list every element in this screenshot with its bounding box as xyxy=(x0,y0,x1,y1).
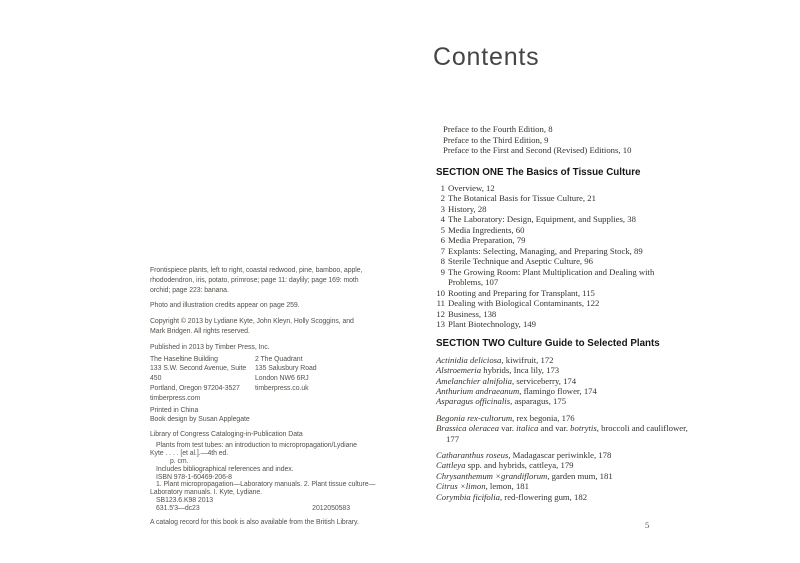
text-line: timberpress.co.uk xyxy=(255,384,309,392)
chapter-entry xyxy=(436,235,691,246)
chapter-number: 12 xyxy=(436,308,445,319)
species-common-name: , Madagascar periwinkle, 178 xyxy=(508,450,612,461)
text-line: Preface to the First and Second (Revised) Editions, 10 xyxy=(443,145,632,156)
chapter-title: Rooting and Preparing for Transplant, 115 xyxy=(448,287,595,298)
species-entry xyxy=(436,355,691,365)
loc-line-text: p. cm. xyxy=(170,457,189,465)
publisher-address-uk xyxy=(255,355,317,404)
loc-line xyxy=(150,481,376,489)
species-common-name: , kiwifruit, 172 xyxy=(501,354,554,365)
chapter-title: The Growing Room: Plant Multiplication and Dealing with Problems, 107 xyxy=(448,266,655,288)
species-latin-name: italica xyxy=(516,423,539,434)
species-latin-name: Chrysanthemum ×grandiflorum xyxy=(436,470,548,481)
text-line: 135 Salusbury Road xyxy=(255,365,317,373)
chapter-number: 2 xyxy=(440,193,445,204)
chapter-number: 10 xyxy=(436,287,445,298)
chapter-title: Business, 138 xyxy=(448,308,497,319)
chapter-number: 1 xyxy=(440,182,445,193)
text-line: London NW6 6RJ xyxy=(255,375,309,383)
chapter-entry xyxy=(436,298,691,309)
loc-line xyxy=(150,466,366,474)
species-common-name: , broccoli and cauliflower, 177 xyxy=(446,423,688,444)
section-one-heading: SECTION ONE The Basics of Tissue Culture xyxy=(436,166,641,178)
published-line: Published in 2013 by Timber Press, Inc. xyxy=(150,343,270,351)
species-latin-name: Begonia rex-cultorum xyxy=(436,412,513,423)
species-latin-name: botrytis xyxy=(570,423,597,434)
chapter-entry xyxy=(436,193,691,204)
species-latin-name: Brassica oleracea xyxy=(436,423,499,434)
loc-cataloging-data xyxy=(150,441,376,513)
chapter-title: Media Preparation, 79 xyxy=(448,235,526,246)
text-line: 133 S.W. Second Avenue, Suite 450 xyxy=(150,365,247,383)
species-common-name: , lemon, 181 xyxy=(485,481,529,492)
table-of-contents xyxy=(436,124,691,508)
species-entry xyxy=(436,471,691,481)
species-latin-name: Cattleya xyxy=(436,460,466,471)
species-entry xyxy=(436,460,691,470)
loc-control-number: 2012050583 xyxy=(312,505,350,513)
species-latin-name: Alstroemeria xyxy=(436,365,482,376)
species-entry xyxy=(436,450,691,460)
chapter-entry xyxy=(436,225,691,236)
loc-line-text: Kyte . . . . [et al.].—4th ed. xyxy=(150,449,229,457)
chapter-number: 9 xyxy=(440,266,445,277)
species-latin-name: Catharanthus roseus xyxy=(436,450,509,461)
chapter-title: The Botanical Basis for Tissue Culture, 21 xyxy=(448,193,596,204)
chapter-number: 8 xyxy=(440,256,445,267)
chapter-entry xyxy=(436,204,691,215)
chapter-title: Dealing with Biological Contaminants, 122 xyxy=(448,298,600,309)
species-group xyxy=(436,450,691,502)
section-one-chapters xyxy=(436,183,691,330)
species-latin-name: Citrus ×limon xyxy=(436,481,486,492)
species-latin-name: Corymbia ficifolia xyxy=(436,491,500,502)
loc-line-text: Includes bibliographical references and index. xyxy=(156,465,294,473)
copyright-line: Copyright © 2013 by Lydiane Kyte, John Kleyn, Holly Scoggins, and Mark Bridgen. All rights reserved. xyxy=(150,318,354,335)
chapter-title: Overview, 12 xyxy=(448,182,495,193)
species-common-name: , asparagus, 175 xyxy=(510,396,567,407)
chapter-number: 5 xyxy=(440,224,445,235)
printed-line: Printed in China xyxy=(150,406,199,414)
chapter-number: 13 xyxy=(436,319,445,330)
loc-line xyxy=(150,489,366,497)
chapter-entry xyxy=(436,309,691,320)
chapter-entry xyxy=(436,246,691,257)
colophon-page xyxy=(150,266,376,528)
species-entry xyxy=(436,481,691,491)
design-line: Book design by Susan Applegate xyxy=(150,416,250,424)
frontispiece-note: Frontispiece plants, left to right, coastal redwood, pine, bamboo, apple, rhododendron, iris, potato, primrose; page 11: daylily; page 169: moth orchid; page 223: banana. xyxy=(150,267,363,294)
species-common-name: spp. and hybrids, cattleya, 179 xyxy=(465,460,574,471)
species-entry xyxy=(436,386,691,396)
chapter-entry xyxy=(436,183,691,194)
text-line: Preface to the Fourth Edition, 8 xyxy=(443,124,553,134)
chapter-entry xyxy=(436,319,691,330)
loc-line-text: Laboratory manuals. I. Kyte, Lydiane. xyxy=(150,489,263,497)
species-entry xyxy=(436,413,691,423)
species-common-name: , red-flowering gum, 182 xyxy=(499,491,588,502)
species-latin-name: Anthurium andraeanum xyxy=(436,386,520,396)
loc-line xyxy=(150,474,366,482)
chapter-number: 3 xyxy=(440,203,445,214)
section-two-entries xyxy=(436,355,691,502)
chapter-entry xyxy=(436,288,691,299)
loc-line-text: SB123.6.K98 2013 xyxy=(156,497,214,505)
loc-line xyxy=(150,505,366,513)
loc-line-text: ISBN 978-1-60469-206-8 xyxy=(156,473,232,481)
loc-line-text: 1. Plant micropropagation—Laboratory manuals. 2. Plant tissue culture— xyxy=(156,481,376,489)
species-common-name: , rex begonia, 176 xyxy=(512,412,575,423)
british-library-line: A catalog record for this book is also available from the British Library. xyxy=(150,519,359,527)
chapter-title: Sterile Technique and Aseptic Culture, 96 xyxy=(448,256,593,267)
species-common-name: var. xyxy=(498,423,517,434)
page-title: Contents xyxy=(433,43,540,71)
chapter-title: The Laboratory: Design, Equipment, and Supplies, 38 xyxy=(448,214,636,225)
publisher-addresses xyxy=(150,355,366,404)
species-common-name: , serviceberry, 174 xyxy=(512,375,577,386)
text-line: timberpress.com xyxy=(150,394,201,402)
species-common-name: , garden mum, 181 xyxy=(547,470,613,481)
chapter-title: Explants: Selecting, Managing, and Preparing Stock, 89 xyxy=(448,245,643,256)
credits-note: Photo and illustration credits appear on page 259. xyxy=(150,302,300,310)
chapter-title: Media Ingredients, 60 xyxy=(448,224,525,235)
chapter-number: 6 xyxy=(440,235,445,246)
species-group xyxy=(436,355,691,407)
loc-line-text: 631.5'3—dc23 xyxy=(156,505,200,513)
chapter-number: 7 xyxy=(440,245,445,256)
species-latin-name: Amelanchier alnifolia xyxy=(436,375,513,386)
species-common-name: and var. xyxy=(538,423,571,434)
loc-line-text: Plants from test tubes: an introduction to micropropagation/Lydiane xyxy=(156,441,357,449)
chapter-entry xyxy=(436,214,691,225)
loc-line xyxy=(150,497,366,505)
species-common-name: hybrids, Inca lily, 173 xyxy=(481,365,560,376)
species-group xyxy=(436,413,691,444)
chapter-title: Plant Biotechnology, 149 xyxy=(448,319,536,330)
loc-line xyxy=(150,442,366,450)
species-entry xyxy=(436,492,691,502)
text-line: The Haseltine Building xyxy=(150,355,218,363)
chapter-entry xyxy=(436,267,691,288)
species-entry xyxy=(436,396,691,406)
text-line: 2 The Quadrant xyxy=(255,355,303,363)
species-latin-name: Actinidia deliciosa xyxy=(436,354,502,365)
species-entry xyxy=(436,365,691,375)
text-line: Portland, Oregon 97204-3527 xyxy=(150,384,240,392)
chapter-entry xyxy=(436,256,691,267)
page-number: 5 xyxy=(645,520,650,530)
species-latin-name: Asparagus officinalis xyxy=(436,396,511,407)
text-line: Preface to the Third Edition, 9 xyxy=(443,134,549,145)
loc-line xyxy=(150,450,366,458)
species-common-name: , flamingo flower, 174 xyxy=(519,386,597,396)
species-entry xyxy=(436,423,691,444)
loc-heading: Library of Congress Cataloging-in-Publication Data xyxy=(150,431,303,439)
chapter-number: 4 xyxy=(440,214,445,225)
publisher-address-us xyxy=(150,355,255,404)
loc-line xyxy=(150,458,366,466)
chapter-title: History, 28 xyxy=(448,203,487,214)
section-two-heading: SECTION TWO Culture Guide to Selected Plants xyxy=(436,337,660,349)
chapter-number: 11 xyxy=(436,298,445,309)
preface-list xyxy=(443,124,691,156)
species-entry xyxy=(436,376,691,386)
printing-block xyxy=(150,406,366,426)
